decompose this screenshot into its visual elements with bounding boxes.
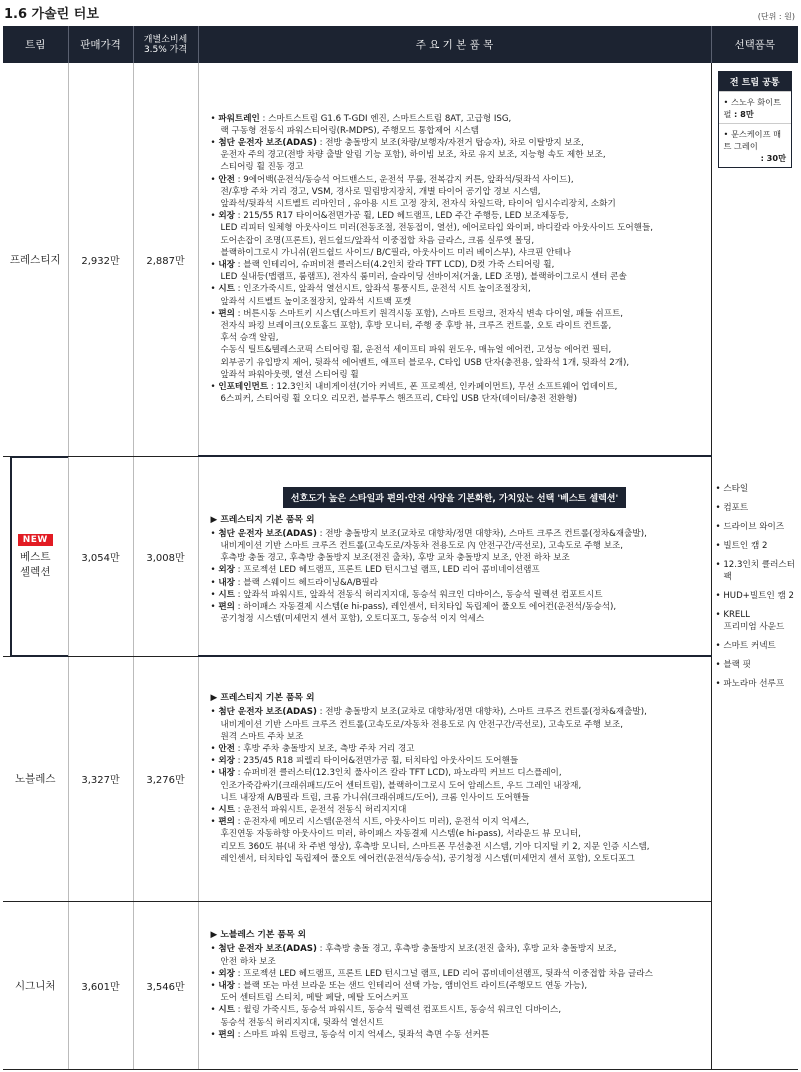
bullet: • <box>210 1029 219 1040</box>
option-item <box>716 559 799 583</box>
feature-text-cont: 리모트 360도 뷰(내 차 주변 영상), 후측방 모니터, 스마트폰 무선충전 시스템, 기아 디지털 키 2, 지문 인증 시스템, <box>220 841 650 852</box>
feature-text: : 슈퍼비전 클러스터(12.3인치 풀사이즈 칼라 TFT LCD), 파노라믹 커브드 디스플레이, <box>234 768 562 779</box>
feature-text-cont: 앞좌석/뒷좌석 시트벨트 리마인더 , 유아용 시트 고정 장치, 전자식 차일드락, 타이어 임시수리장치, 소화기 <box>220 198 616 209</box>
option-label: 스마트 커넥트 <box>723 641 776 651</box>
feature-text-cont: 후측방 충돌 경고, 후측방 충돌방지 보조(전진 출차), 후방 교차 충돌방지 보조, 안전 하차 보조 <box>220 553 570 564</box>
feature-block <box>199 690 711 867</box>
feature-label: 첨단 운전자 보조(ADAS) <box>218 707 317 718</box>
unit-note: (단위 : 원) <box>757 12 795 21</box>
header-price: 판매가격 <box>68 26 133 63</box>
option-label: 스타일 <box>723 484 749 494</box>
common-options-title: 전 트림 공통 <box>719 72 792 91</box>
feature-label: 내장 <box>218 981 235 992</box>
feature-text: : 운전자세 메모리 시스템(운전석 시트, 아웃사이드 미러), 운전석 이지 억세스, <box>234 817 530 828</box>
trim-name-line2: 셀렉션 <box>20 566 51 578</box>
feature-block <box>199 485 711 628</box>
header-price-tax-line2: 3.5% 가격 <box>143 44 188 55</box>
feature-text-cont: 앞좌석 시트벨트 높이조절장치, 앞좌석 시트백 포켓 <box>220 296 412 307</box>
feature-item <box>211 174 699 211</box>
bullet: • <box>715 541 724 551</box>
feature-item <box>211 283 699 307</box>
feature-text-cont: 공기청정 시스템(미세먼지 센서 포함), 오토디포그, 동승석 이지 억세스 <box>220 614 485 625</box>
feature-item <box>211 564 699 576</box>
feature-text: : 235/45 R18 피렐리 타이어&전면가공 휠, 터치타입 아웃사이드 도어핸들 <box>234 756 519 767</box>
bullet: • <box>210 260 219 270</box>
feature-text-cont: 도어손잡이 조명(프론트), 윈드쉴드/앞좌석 이중접합 차음 글라스, 크롬 실루엣 몰딩, <box>220 235 535 246</box>
bullet: • <box>210 707 219 718</box>
trim-features-signature <box>198 901 711 1070</box>
feature-text-cont: 외부공기 유입방지 제어, 뒷좌석 에어벤트, 애프터 블로우, C타입 USB 단자(충전용, 앞좌석 1개, 뒷좌석 2개), <box>220 357 630 368</box>
option-list <box>716 483 799 697</box>
feature-text: : 하이패스 자동결제 시스템(e hi-pass), 레인센서, 터치타입 독립제어 풀오토 에어컨(운전석/동승석), <box>234 601 617 612</box>
feature-label: 시트 <box>218 1005 235 1016</box>
feature-text-cont: 안전 하차 보조 <box>220 956 276 967</box>
feature-item <box>211 589 699 601</box>
option-item <box>716 659 799 671</box>
feature-text: : 운전석 파워시트, 운전석 전동식 허리지지대 <box>234 805 407 816</box>
trim-name-cell <box>3 456 68 656</box>
feature-label: 내장 <box>218 768 235 779</box>
feature-text-cont: LED 리피터 일체형 아웃사이드 미러(전동조절, 전동접이, 열선), 에어로타입 와이퍼, 바디칼라 아웃사이드 도어핸들, <box>220 223 654 234</box>
feature-text: : 블랙 인테리어, 슈퍼비전 클러스터(4.2인치 칼라 TFT LCD), D컷 가죽 스티어링 휠, <box>234 260 555 270</box>
feature-text-cont: 도어 센터트림 스티치, 메탈 페달, 메탈 도어스커프 <box>220 993 409 1004</box>
trim-name: 노블레스 <box>3 656 68 901</box>
header-price-tax <box>133 26 198 63</box>
header-main-features: 주 요 기 본 품 목 <box>198 26 711 63</box>
trim-price: 2,932만 <box>68 63 133 456</box>
feature-text: : 앞좌석 파워시트, 앞좌석 전동식 허리지지대, 동승석 워크인 디바이스, 동승석 릴렉션 컴포트시트 <box>234 589 603 600</box>
trim-price: 3,054만 <box>68 456 133 656</box>
feature-label: 내장 <box>218 260 235 270</box>
feature-text: : 12.3인치 내비게이션(기아 커넥트, 폰 프로젝션, 인카페이먼트), 무선 소프트웨어 업데이트, <box>268 382 618 393</box>
bullet: • <box>210 137 219 148</box>
feature-text: : 전방 충돌방지 보조(차량/보행자/자전거 탑승자), 차로 이탈방지 보조, <box>316 137 584 148</box>
feature-list <box>211 943 699 1041</box>
feature-label: 편의 <box>218 1029 235 1040</box>
feature-text: : 스마트스트림 G1.6 T-GDI 엔진, 스마트스트림 8AT, 고급형 ISG, <box>259 113 512 124</box>
bullet: • <box>210 589 219 600</box>
option-label: HUD+빌트인 캠 2 <box>723 591 795 601</box>
common-option-price: : 8만 <box>734 109 754 119</box>
option-item <box>716 640 799 652</box>
feature-text: : 후측방 충돌 경고, 후측방 충돌방지 보조(전진 출차), 후방 교차 충돌방지 보조, <box>316 944 617 955</box>
feature-label: 시트 <box>218 284 235 295</box>
feature-item <box>211 601 699 625</box>
trim-price-tax: 3,008만 <box>133 456 198 656</box>
option-item <box>716 483 799 495</box>
feature-item <box>211 767 699 804</box>
bullet: • <box>210 382 219 393</box>
bullet: • <box>210 944 219 955</box>
trim-price-tax: 3,276만 <box>133 656 198 901</box>
feature-text: : 버튼시동 스마트키 시스템(스마트키 원격시동 포함), 스마트 트렁크, 전자식 변속 다이얼, 패들 쉬프트, <box>234 308 624 319</box>
feature-text-cont: 레인센서, 터치타입 독립제어 풀오토 에어컨(운전석/동승석), 공기청정 시스템(미세먼지 센서 포함), 오토디포그 <box>220 853 635 864</box>
feature-item <box>211 1004 699 1028</box>
option-label: 드라이브 와이즈 <box>723 522 785 532</box>
feature-text-cont: LED 실내등(맵램프, 룸램프), 전자식 룸미러, 슬라이딩 선바이저(거울, LED 조명), 블랙하이그로시 센터 콘솔 <box>220 272 627 283</box>
feature-label: 외장 <box>218 565 235 576</box>
feature-item <box>211 1029 699 1041</box>
option-label: 파노라마 선루프 <box>723 679 785 689</box>
option-item <box>716 502 799 514</box>
option-item <box>716 678 799 690</box>
trim-features-best-selection <box>198 456 711 656</box>
option-item <box>716 521 799 533</box>
option-item <box>716 540 799 552</box>
trim-row-noblesse <box>3 656 798 901</box>
feature-text-cont: 인조가죽감싸기(크래쉬패드/도어 센터트림), 블랙하이그로시 도어 암레스트, 우드 그레인 내장재, <box>220 780 582 791</box>
feature-text-cont: 내비게이션 기반 스마트 크루즈 컨트롤(고속도로/자동차 전용도로 內 안전구간/곡선로), 고속도로 주행 보조, <box>220 719 624 730</box>
feature-label: 내장 <box>218 577 235 588</box>
feature-list <box>211 706 699 865</box>
feature-text-cont: 블랙하이그로시 가니쉬(윈드쉴드 사이드/ B/C필라, 아웃사이드 미러 베이스부), 샤크핀 안테나 <box>220 247 572 258</box>
bullet: • <box>210 768 219 779</box>
option-label: 빌트인 캠 2 <box>723 541 768 551</box>
option-label: 12.3인치 클러스터 팩 <box>723 560 795 582</box>
feature-item <box>211 706 699 743</box>
feature-text: : 프로젝션 LED 헤드램프, 프론트 LED 턴시그널 램프, LED 리어 콤비네이션램프, 뒷좌석 이중접합 차음 글라스 <box>234 968 653 979</box>
bullet: • <box>210 817 219 828</box>
trim-row-signature <box>3 901 798 1070</box>
best-selection-frame <box>10 456 68 657</box>
trim-row-prestige <box>3 63 798 456</box>
bullet: • <box>210 744 219 755</box>
feature-text: : 스마트 파워 트렁크, 동승석 이지 억세스, 뒷좌석 측면 수동 선커튼 <box>234 1029 490 1040</box>
feature-text-cont: 원격 스마트 주차 보조 <box>220 731 304 742</box>
bullet: • <box>715 679 724 689</box>
bullet: • <box>715 503 724 513</box>
trim-price-tax: 3,546만 <box>133 901 198 1070</box>
bullet: • <box>210 805 219 816</box>
header-options: 선택품목 <box>711 26 798 63</box>
trim-features-noblesse <box>198 656 711 901</box>
feature-label: 첨단 운전자 보조(ADAS) <box>218 944 317 955</box>
feature-item <box>211 804 699 816</box>
feature-text: : 전방 충돌방지 보조(교차로 대향차/정면 대향차), 스마트 크루즈 컨트롤(정차&재출발), <box>316 707 647 718</box>
bullet: • <box>210 756 219 767</box>
feature-label: 첨단 운전자 보조(ADAS) <box>218 137 317 148</box>
option-item <box>716 590 799 602</box>
feature-text: : 블랙 또는 마션 브라운 또는 샌드 인테리어 선택 가능, 앰비언트 라이트(주행모드 연동 가능), <box>234 981 588 992</box>
new-badge: NEW <box>18 534 53 546</box>
common-option-price: : 30만 <box>760 153 786 163</box>
feature-item <box>211 743 699 755</box>
feature-list <box>199 111 711 408</box>
feature-label: 안전 <box>218 744 235 755</box>
highlight-wrap <box>211 487 699 514</box>
feature-text-cont: 수동식 틸트&텔레스코픽 스티어링 휠, 운전석 세이프티 파워 윈도우, 매뉴얼 에어컨, 고성능 에어컨 필터, <box>220 345 612 356</box>
feature-text-cont: 운전자 주의 경고(전방 차량 출발 알림 기능 포함), 하이빔 보조, 차로 유지 보조, 지능형 속도 제한 보조, <box>220 150 606 161</box>
common-option-item: • 스노우 화이트 펄 : 8만 <box>719 91 792 123</box>
feature-item <box>211 577 699 589</box>
options-column <box>711 63 798 1070</box>
feature-label: 편의 <box>218 601 235 612</box>
feature-text: : 215/55 R17 타이어&전면가공 휠, LED 헤드램프, LED 주간 주행등, LED 보조제동등, <box>234 211 569 222</box>
bullet: • <box>210 577 219 588</box>
table-header-row <box>3 26 798 63</box>
feature-label: 안전 <box>218 174 235 185</box>
bullet: • <box>715 660 724 670</box>
feature-text: : 윌링 가죽시트, 동승석 파워시트, 동승석 릴렉션 컴포트시트, 동승석 워크인 디바이스, <box>234 1005 562 1016</box>
trim-price: 3,327만 <box>68 656 133 901</box>
feature-text-cont: 랙 구동형 전동식 파워스티어링(R-MDPS), 주행모드 통합제어 시스템 <box>220 125 479 136</box>
feature-label: 편의 <box>218 308 235 319</box>
feature-text-cont: 후진연동 자동하향 아웃사이드 미러, 하이패스 자동결제 시스템(e hi-pass), 서라운드 뷰 모니터, <box>220 829 581 840</box>
trim-spec-table <box>3 26 798 1070</box>
bullet: • <box>210 174 219 185</box>
feature-label: 외장 <box>218 756 235 767</box>
bullet: • <box>210 308 219 319</box>
bullet: • <box>210 284 219 295</box>
feature-item <box>211 259 699 283</box>
feature-text: : 전방 충돌방지 보조(교차로 대향차/정면 대향차), 스마트 크루즈 컨트롤(정차&재출발), <box>316 528 647 539</box>
base-trim-note: ▶ 노블레스 기본 품목 외 <box>210 930 306 941</box>
bullet: • <box>715 591 724 601</box>
trim-price-tax: 2,887만 <box>133 63 198 456</box>
feature-label: 편의 <box>218 817 235 828</box>
feature-item <box>211 968 699 980</box>
feature-label: 시트 <box>218 805 235 816</box>
feature-text-cont: 앞좌석 파워아웃렛, 열선 스티어링 휠 <box>220 369 359 380</box>
trim-features-prestige <box>198 63 711 456</box>
trim-row-best-selection <box>3 456 798 656</box>
feature-label: 시트 <box>218 589 235 600</box>
header-trim: 트림 <box>3 26 68 63</box>
feature-item <box>211 113 699 137</box>
common-option-name: 스노우 화이트 펄 <box>723 97 781 119</box>
option-label: 블랙 핏 <box>723 660 751 670</box>
feature-text: : 블랙 스웨이드 헤드라이닝&A/B필라 <box>234 577 379 588</box>
option-label: KRELL 프리미엄 사운드 <box>723 610 785 632</box>
feature-label: 인포테인먼트 <box>218 382 269 393</box>
feature-label: 파워트레인 <box>218 113 260 124</box>
feature-text: : 후방 주차 충돌방지 보조, 측방 주차 거리 경고 <box>234 744 415 755</box>
section-title: 1.6 가솔린 터보 <box>4 7 99 22</box>
feature-text-cont: 전/후방 주차 거리 경고, VSM, 경사로 밀림방지장치, 개별 타이어 공기압 경보 시스템, <box>220 186 541 197</box>
trim-name-line1: 베스트 <box>20 551 51 563</box>
feature-item <box>211 943 699 967</box>
feature-text: : 프로젝션 LED 헤드램프, 프론트 LED 턴시그널 램프, LED 리어 콤비네이션램프 <box>234 565 540 576</box>
feature-text-cont: 동승석 전동식 허리지지대, 뒷좌석 열선시트 <box>220 1017 384 1028</box>
bullet: • <box>210 1005 219 1016</box>
bullet: • <box>210 113 219 124</box>
base-trim-note: ▶ 프레스티지 기본 품목 외 <box>210 693 315 704</box>
best-selection-highlight: 선호도가 높은 스타일과 편의·안전 사양을 기본화한, 가치있는 선택 '베스트 셀렉션' <box>283 487 626 508</box>
bullet: • <box>715 522 724 532</box>
feature-text-cont: 6스피커, 스티어링 휠 오디오 리모컨, 블루투스 핸즈프리, C타입 USB 단자(데이터/충전 전환형) <box>220 394 577 405</box>
feature-text: : 9에어백(운전석/동승석 어드밴스드, 운전석 무릎, 전복감지 커튼, 앞좌석/뒷좌석 사이드), <box>234 174 574 185</box>
feature-item <box>211 816 699 865</box>
trim-name: 시그니처 <box>3 901 68 1070</box>
feature-item <box>211 137 699 174</box>
feature-item <box>211 210 699 259</box>
feature-text-cont: 니트 내장재 A/B필라 트림, 크롬 가니쉬(크래쉬패드/도어), 크롬 인사이드 도어핸들 <box>220 792 530 803</box>
feature-block <box>199 927 711 1043</box>
feature-text-cont: 내비게이션 기반 스마트 크루즈 컨트롤(고속도로/자동차 전용도로 內 안전구간/곡선로), 고속도로 주행 보조, <box>220 540 624 551</box>
bullet: • <box>210 968 219 979</box>
feature-label: 외장 <box>218 968 235 979</box>
feature-text: : 인조가죽시트, 앞좌석 열선시트, 앞좌석 통풍시트, 운전석 시트 높이조절장치, <box>234 284 531 295</box>
feature-item <box>211 528 699 565</box>
feature-text-cont: 전자식 파킹 브레이크(오토홀드 포함), 후방 모니터, 주행 중 후방 뷰, 크루즈 컨트롤, 오토 라이트 컨트롤, <box>220 321 612 332</box>
feature-text-cont: 스티어링 휠 진동 경고 <box>220 162 304 173</box>
feature-item <box>211 755 699 767</box>
bullet: • <box>210 601 219 612</box>
feature-label: 외장 <box>218 211 235 222</box>
common-option-item: • 문스케이프 매트 그레이 : 30만 <box>719 123 792 167</box>
option-label: 컴포트 <box>723 503 749 513</box>
header-price-tax-line1: 개별소비세 <box>143 34 188 45</box>
common-option-name: 문스케이프 매트 그레이 <box>723 129 781 151</box>
bullet: • <box>715 560 724 570</box>
feature-list <box>211 528 699 626</box>
feature-item <box>211 308 699 381</box>
feature-label: 첨단 운전자 보조(ADAS) <box>218 528 317 539</box>
bullet: • <box>715 610 724 620</box>
bullet: • <box>715 484 724 494</box>
bullet: • <box>210 211 219 222</box>
feature-item <box>211 980 699 1004</box>
base-trim-note: ▶ 프레스티지 기본 품목 외 <box>210 514 315 525</box>
option-item <box>716 609 799 633</box>
bullet: • <box>210 981 219 992</box>
feature-item <box>211 381 699 405</box>
bullet: • <box>210 528 219 539</box>
trim-name: 프레스티지 <box>3 63 68 456</box>
trim-price: 3,601만 <box>68 901 133 1070</box>
bullet: • <box>210 565 219 576</box>
common-options-box <box>718 71 793 168</box>
bullet: • <box>715 641 724 651</box>
feature-text-cont: 후석 승객 알림, <box>220 333 279 344</box>
